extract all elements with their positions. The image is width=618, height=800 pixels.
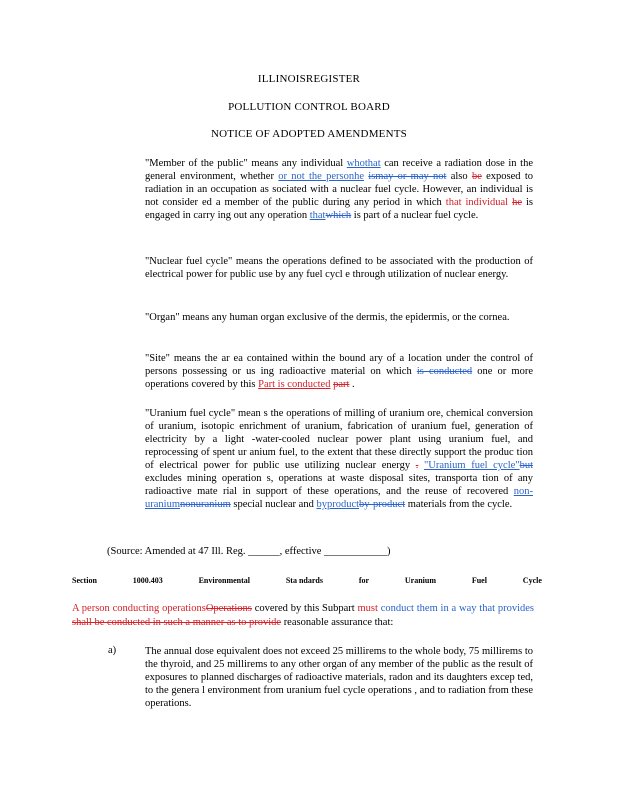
section-heading-word: Uranium bbox=[404, 576, 436, 585]
section-heading-word: 1000.403 bbox=[132, 576, 163, 585]
inserted-text: A person conducting operations bbox=[72, 603, 206, 614]
inserted-text: conduct them in a way that provides bbox=[377, 603, 535, 614]
inserted-text: byproduct bbox=[316, 499, 360, 510]
inserted-text: must bbox=[357, 603, 378, 614]
text-run: can receive a radiation dose in the general environment, whether bbox=[145, 158, 533, 182]
text-run: "Member of the public" means any individual bbox=[145, 158, 347, 169]
text-run: one or more operations covered by this bbox=[145, 366, 534, 390]
text-run: "Nuclear fuel cycle" means the operations defined to be associated with the production of electrical power for public use by any fuel cycl e through utilization of nuclear energy. bbox=[145, 256, 533, 280]
deleted-text: ismay or may not bbox=[368, 171, 447, 182]
deleted-text: be bbox=[471, 171, 482, 182]
deleted-text: he bbox=[512, 197, 522, 208]
section-heading-word: Cycle bbox=[522, 576, 542, 585]
definition-organ bbox=[145, 311, 533, 324]
inserted-text: Part is conducted bbox=[258, 379, 331, 390]
deleted-text: Operations bbox=[205, 603, 252, 614]
inserted-text: whothat bbox=[346, 158, 381, 169]
text-run: reasonable assurance that: bbox=[281, 617, 394, 628]
section-heading-word: Environmental bbox=[198, 576, 250, 585]
board-title: POLLUTION CONTROL BOARD bbox=[228, 101, 390, 113]
text-run: also bbox=[446, 171, 472, 182]
definition-uranium-fuel-cycle bbox=[145, 407, 533, 511]
source-note: (Source: Amended at 47 Ill. Reg. ______, effective ____________) bbox=[107, 546, 391, 557]
deleted-text: but bbox=[519, 460, 534, 471]
deleted-text: by-product bbox=[359, 499, 406, 510]
text-run: "Site" means the ar ea contained within the bound ary of a location under the control of persons possessing or us ing radioactive material on which bbox=[145, 353, 533, 377]
definition-member-of-public bbox=[145, 157, 533, 222]
deleted-text: shall be conducted in such a manner as to provide bbox=[72, 617, 282, 628]
section-lead-paragraph bbox=[72, 602, 534, 630]
text-run: is part of a nuclear fuel cycle. bbox=[351, 210, 479, 221]
deleted-text: is conducted bbox=[416, 366, 473, 377]
section-heading bbox=[72, 576, 542, 585]
item-a-label: a) bbox=[108, 645, 117, 656]
notice-title: NOTICE OF ADOPTED AMENDMENTS bbox=[211, 128, 407, 140]
section-heading-word: Sta ndards bbox=[285, 576, 323, 585]
section-heading-word: for bbox=[358, 576, 370, 585]
inserted-text: non-uranium bbox=[145, 486, 533, 510]
text-run: "Organ" means any human organ exclusive of the dermis, the epidermis, or the cornea. bbox=[145, 312, 510, 323]
text-run: covered by this Subpart bbox=[251, 603, 358, 614]
inserted-text: that bbox=[309, 210, 326, 221]
text-run: is engaged in carry ing out any operation bbox=[145, 197, 533, 221]
text-run: special nuclear and bbox=[230, 499, 317, 510]
text-run: "Uranium fuel cycle" mean s the operations of milling of uranium ore, chemical conversion of uranium, isotopic enrichment of uranium, fabrication of uranium fuel, generation of electricity by a light -water-cooled nuclear power plant using uranium fuel, and reprocessing of spent ur anium fuel, to the extent that these directly support the produc tion of electrical power for public use utilizing nuclear energy bbox=[145, 408, 533, 471]
definition-nuclear-fuel-cycle bbox=[145, 255, 533, 281]
text-run: materials from the cycle. bbox=[405, 499, 513, 510]
register-title: ILLINOISREGISTER bbox=[257, 73, 361, 85]
inserted-text: "Uranium fuel cycle" bbox=[423, 460, 520, 471]
text-run: . bbox=[349, 379, 355, 390]
section-heading-word: Fuel bbox=[471, 576, 487, 585]
inserted-text: or not the personhe bbox=[278, 171, 364, 182]
item-a-text: The annual dose equivalent does not exceed 25 millirems to the whole body, 75 millirems to the thyroid, and 25 millirems to any other organ of any member of the public as the result of exposures to planned discharges of radioactive materials, radon and its daughters excep ted, to the genera l environment from uranium fuel cycle operations , and to radiation from these operations. bbox=[145, 646, 533, 709]
deleted-text: part bbox=[333, 379, 350, 390]
text-run: exposed to radiation in an occupation as sociated with a nuclear fuel cycle. However, an individual is not consider ed a member of the public during any period in which bbox=[145, 171, 533, 208]
section-heading-word: Section bbox=[72, 576, 97, 585]
inserted-text: that individual bbox=[445, 197, 509, 208]
definition-site bbox=[145, 352, 533, 391]
deleted-text: which bbox=[325, 210, 352, 221]
deleted-text: . bbox=[415, 460, 419, 471]
text-run: excludes mining operation s, operations at waste disposal sites, transporta tion of any radioactive mate rial in support of these operations, and the reuse of recovered bbox=[145, 473, 533, 497]
deleted-text: nonuranium bbox=[180, 499, 231, 510]
